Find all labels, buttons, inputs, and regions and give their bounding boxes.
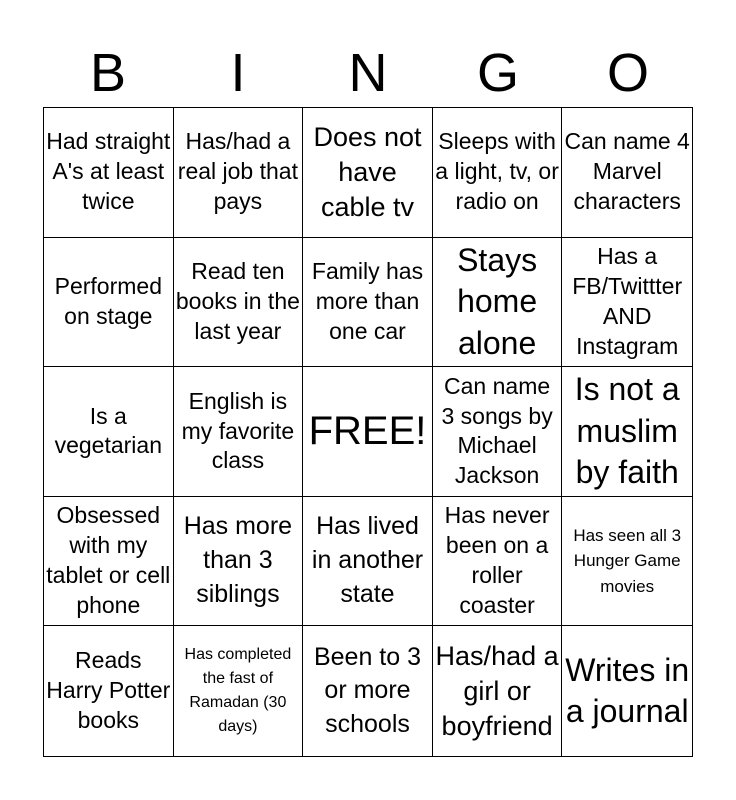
- cell-text: Has/had a real job that pays: [177, 128, 298, 215]
- cell-text: Can name 3 songs by Michael Jackson: [441, 372, 553, 489]
- bingo-cell[interactable]: [174, 108, 304, 238]
- bingo-header: [43, 40, 693, 106]
- cell-text: Sleeps with a light, tv, or radio on: [435, 128, 559, 215]
- bingo-cell[interactable]: [562, 108, 692, 238]
- bingo-cell[interactable]: [303, 497, 433, 627]
- bingo-cell[interactable]: [562, 626, 692, 756]
- bingo-cell[interactable]: [433, 108, 563, 238]
- cell-text: Stays home alone: [457, 241, 538, 361]
- cell-text: Obsessed with my tablet or cell phone: [46, 502, 171, 618]
- header-letter-o: O: [606, 43, 649, 103]
- cell-text: Has more than 3 siblings: [183, 512, 293, 608]
- cell-text: Has a FB/Twittter AND Instagram: [572, 243, 683, 359]
- cell-text: Has/had a girl or boyfriend: [435, 640, 559, 741]
- header-letter-n: N: [348, 43, 388, 103]
- bingo-cell[interactable]: [562, 497, 692, 627]
- cell-text: Is a vegetarian: [54, 402, 162, 459]
- bingo-cell[interactable]: [303, 108, 433, 238]
- header-letter-g: G: [476, 43, 519, 103]
- cell-text: Has seen all 3 Hunger Game movies: [573, 525, 682, 596]
- cell-text: Had straight A's at least twice: [46, 128, 171, 215]
- cell-text: Is not a muslim by faith: [574, 371, 680, 491]
- bingo-cell[interactable]: [303, 626, 433, 756]
- bingo-cell[interactable]: [44, 108, 174, 238]
- bingo-cell[interactable]: [433, 238, 563, 368]
- bingo-cell[interactable]: [174, 367, 304, 497]
- bingo-cell[interactable]: [433, 626, 563, 756]
- bingo-cell[interactable]: [44, 367, 174, 497]
- cell-text: Has lived in another state: [311, 512, 424, 608]
- header-letter-b: B: [89, 43, 127, 103]
- bingo-board: [43, 107, 693, 757]
- bingo-cell[interactable]: [303, 238, 433, 368]
- cell-text: Writes in a journal: [565, 651, 690, 730]
- bingo-cell[interactable]: [44, 497, 174, 627]
- cell-text: Been to 3 or more schools: [313, 642, 421, 739]
- free-space[interactable]: [303, 367, 433, 497]
- cell-text: Has never been on a roller coaster: [444, 502, 550, 618]
- bingo-cell[interactable]: [44, 238, 174, 368]
- bingo-cell[interactable]: [174, 626, 304, 756]
- cell-text: Has completed the fast of Ramadan (30 days): [184, 646, 292, 736]
- bingo-cell[interactable]: [562, 238, 692, 368]
- header-letter-i: I: [230, 43, 246, 103]
- cell-text: Family has more than one car: [311, 258, 424, 344]
- cell-text: Reads Harry Potter books: [46, 647, 171, 734]
- bingo-cell[interactable]: [562, 367, 692, 497]
- bingo-cell[interactable]: [44, 626, 174, 756]
- bingo-cell[interactable]: [174, 238, 304, 368]
- cell-text: Can name 4 Marvel characters: [564, 128, 690, 215]
- cell-text: Does not have cable tv: [313, 121, 422, 222]
- cell-text: Performed on stage: [54, 273, 162, 329]
- bingo-cell[interactable]: [433, 497, 563, 627]
- cell-text: Read ten books in the last year: [175, 258, 300, 344]
- bingo-cell[interactable]: [433, 367, 563, 497]
- bingo-cell[interactable]: [174, 497, 304, 627]
- cell-text: English is my favorite class: [181, 387, 295, 474]
- free-space-label: FREE!: [308, 409, 427, 454]
